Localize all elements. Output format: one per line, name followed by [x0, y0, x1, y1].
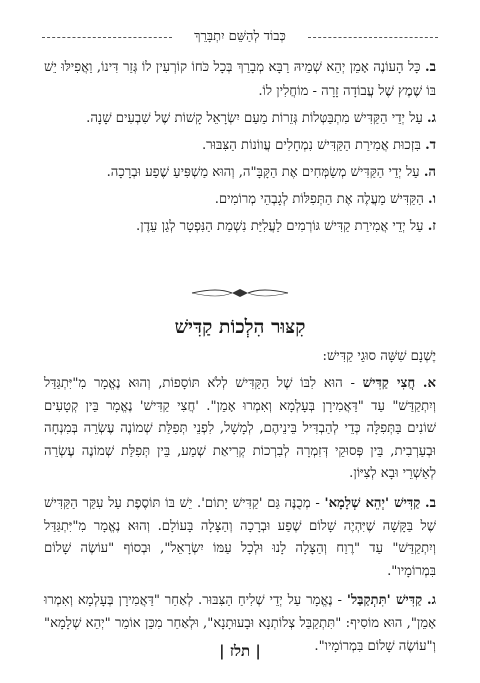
item-text: עַל יְדֵי הַקַּדִּישׁ מְשַׂמְּחִים אֶת הַקָּבָּ"ה, וְהוּא מַשְׁפִּיעַ שֶׁפַע וּבְרָכָה. [106, 165, 420, 180]
list-item [44, 215, 436, 239]
kaddish-kind-name: קַדִּישׁ 'תִּתְקַבַּל' [346, 593, 423, 609]
item-text: - הוּא לִבּוֹ שֶׁל הַקַּדִּישׁ לְלֹא תּוֹסָפוֹת, וְהוּא נֶאֱמָר מִ"יִּתְגַּדַּל וְיִתְקַדַּשׁ" עַד "דַּאֲמִירָן בְּעָלְמָא וְאִמְרוּ אָמֵן". 'חֲצִי קַדִּישׁ' נֶאֱמָר בֵּין קְטָעִים שׁוֹנִים בַּתְּפִלָּה כְּדֵי לְהַבְדִּיל בֵּינֵיהֶם, לְמָשָׁל, לִפְנֵי תְּפִלַּת שְׁמוֹנֶה עֶשְׂרֵה בְּמִנְחָה וּבְעַרְבִית, בֵּין פְּסוּקֵי דְּזִמְרָה לְבִרְכוֹת קְרִיאַת שְׁמַע, בֵּין תְּפִלַּת שְׁמוֹנֶה עֶשְׂרֵה לְאַשְׁרֵי וּבָא לְצִיּוֹן. [44, 376, 436, 482]
item-letter: ד. [425, 138, 436, 153]
item-letter: ז. [427, 219, 436, 234]
list-item [44, 134, 436, 158]
kaddish-kinds-list [44, 373, 436, 665]
running-header [42, 28, 438, 46]
list-item [44, 161, 436, 185]
item-text: עַל יְדֵי אֲמִירַת קַדִּישׁ גּוֹרְמִים לַעֲלִיַּת נִשְׁמַת הַנִּפְטָר לְגַן עֵדֶן. [136, 219, 424, 234]
item-text: בִּזְכוּת אֲמִירַת הַקַּדִּישׁ נִמְחָלִים עֲווֹנוֹת הַצִּבּוּר. [201, 138, 421, 153]
item-letter: ג. [427, 111, 436, 126]
item-letter: ו. [428, 192, 436, 207]
item-letter: א. [422, 376, 436, 391]
item-text: - נֶאֱמָר עַל יְדֵי שְׁלִיחַ הַצִּבּוּר. לְאַחַר "דַּאֲמִירָן בְּעָלְמָא וְאִמְרוּ אָמֵן", הוּא מוֹסִיף: "תִּתְקַבַּל צְלוֹתְנָא וּבָעוּתָנָא", וּלְאַחַר מִכֵּן אוֹמֵר "יְהֵא שְׁלָמָא" וְ"עוֹשֶׂה שָׁלוֹם בִּמְרוֹמָיו". [44, 593, 436, 654]
list-item [44, 107, 436, 131]
list-item [44, 188, 436, 212]
item-text: הַקַּדִּישׁ מַעֲלֶה אֶת הַתְּפִלּוֹת לְגָבְהֵי מְרוֹמִים. [214, 192, 424, 207]
item-text: - מְכֻנֶּה גַּם 'קַדִּישׁ יָתוֹם'. יֵשׁ בּוֹ תּוֹסֶפֶת עַל עִקַּר הַקַּדִּישׁ שֶׁל בַּקָּשָׁה שֶׁיִּהְיֶה שָׁלוֹם שֶׁפַע וּבְרָכָה וְהַצָּלָה בָּעוֹלָם. וְהוּא נֶאֱמָר מִ"יִּתְגַּדַּל וְיִתְקַדַּשׁ" עַד "רֶוַח וְהַצָּלָה לָנוּ וּלְכָל עַמּוֹ יִשְׂרָאֵל", וּבְסוֹף "עוֹשֶׂה שָׁלוֹם בִּמְרוֹמָיו". [44, 495, 436, 579]
item-letter: ג. [427, 593, 436, 609]
item-letter: ב. [425, 495, 436, 511]
running-header-title: כְּבוֹד לְהַשֵּׁם יִתְבָּרֵךְ [194, 29, 286, 44]
item-letter: ה. [423, 165, 436, 180]
divider-ornament-icon [190, 287, 290, 299]
list-item [44, 493, 436, 583]
item-text: כָּל הָעוֹנֶה אָמֵן יְהֵא שְׁמֵיהּ רַבָּא מְבָרַךְ בְּכָל כֹּחוֹ קוֹרְעִין לוֹ גְּזַר דִּינוֹ, וַאֲפִילּוּ יֵשׁ בּוֹ שֶׁמֶץ שֶׁל עֲבוֹדָה זָרָה - מוֹחֲלִין לוֹ. [44, 60, 436, 99]
kaddish-kind-name: קַדִּישׁ 'יְהֵא שְׁלָמָא' [324, 495, 421, 511]
list-item [44, 56, 436, 104]
blessings-list [44, 56, 436, 242]
list-item [44, 373, 436, 486]
section-title: קִצּוּר הִלְכוֹת קַדִּישׁ [174, 316, 306, 338]
item-letter: ב. [425, 60, 436, 75]
page-number: | תלז | [219, 642, 261, 660]
item-text: עַל יְדֵי הַקַּדִּישׁ מִתְבַּטְּלוֹת גְּזֵרוֹת מֵעַם יִשְׂרָאֵל קָשׁוֹת שֶׁל שִׁבְעִים שָׁנָה. [86, 111, 423, 126]
header-rule-left [42, 37, 172, 38]
kaddish-kind-name: חֲצִי קַדִּישׁ [362, 376, 416, 391]
section-intro: יֶשְׁנָם שִׁשָּׁה סוּגֵי קַדִּישׁ: [322, 349, 436, 364]
